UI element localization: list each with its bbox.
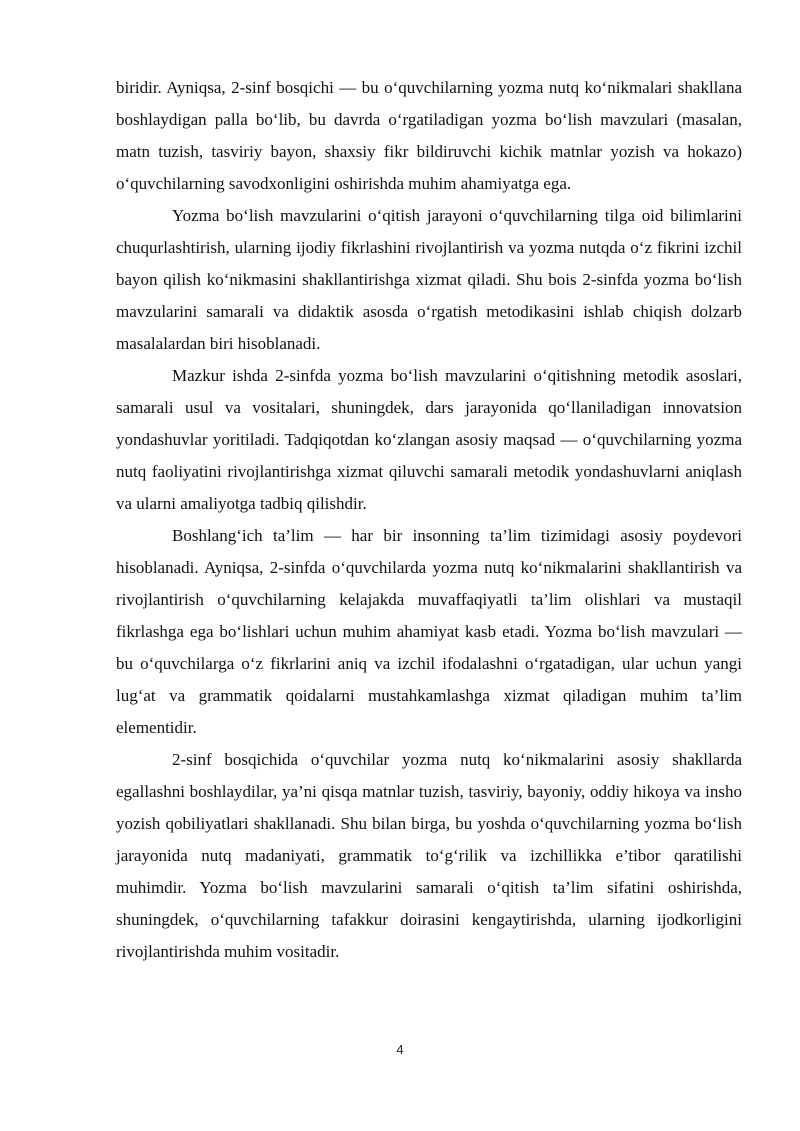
- paragraph-continuation: biridir. Ayniqsa, 2-sinf bosqichi — bu o‘quvchilarning yozma nutq ko‘nikmalari shakllana boshlaydigan palla bo‘lib, bu davrda o‘rgatiladigan yozma bo‘lish mavzulari (masalan, matn tuzish, tasviriy bayon, shaxsiy fikr bildiruvchi kichik matnlar yozish va hokazo) o‘quvchilarning savodxonligini oshirishda muhim ahamiyatga ega.: [116, 78, 742, 193]
- paragraph: Yozma bo‘lish mavzularini o‘qitish jarayoni o‘quvchilarning tilga oid bilimlarini chuqurlashtirish, ularning ijodiy fikrlashini rivojlantirish va yozma nutqda o‘z fikrini izchil bayon qilish ko‘nikmasini shakllantirishga xizmat qiladi. Shu bois 2-sinfda yozma bo‘lish mavzularini samarali va didaktik asosda o‘rgatish metodikasini ishlab chiqish dolzarb masalalardan biri hisoblanadi.: [116, 206, 742, 353]
- paragraph: 2-sinf bosqichida o‘quvchilar yozma nutq ko‘nikmalarini asosiy shakllarda egallashni boshlaydilar, ya’ni qisqa matnlar tuzish, tasviriy, bayoniy, oddiy hikoya va insho yozish qobiliyatlari shakllanadi. Shu bilan birga, bu yoshda o‘quvchilarning yozma bo‘lish jarayonida nutq madaniyati, grammatik to‘g‘rilik va izchillikka e’tibor qaratilishi muhimdir. Yozma bo‘lish mavzularini samarali o‘qitish ta’lim sifatini oshirishda, shuningdek, o‘quvchilarning tafakkur doirasini kengaytirishda, ularning ijodkorligini rivojlantirishda muhim vositadir.: [116, 750, 742, 961]
- page-number: 4: [396, 1042, 404, 1057]
- paragraph: Mazkur ishda 2-sinfda yozma bo‘lish mavzularini o‘qitishning metodik asoslari, samarali usul va vositalari, shuningdek, dars jarayonida qo‘llaniladigan innovatsion yondashuvlar yoritiladi. Tadqiqotdan ko‘zlangan asosiy maqsad — o‘quvchilarning yozma nutq faoliyatini rivojlantirishga xizmat qiluvchi samarali metodik yondashuvlarni aniqlash va ularni amaliyotga tadbiq qilishdir.: [116, 366, 742, 513]
- paragraph: Boshlang‘ich ta’lim — har bir insonning ta’lim tizimidagi asosiy poydevori hisoblanadi. Ayniqsa, 2-sinfda o‘quvchilarda yozma nutq ko‘nikmalarini shakllantirish va rivojlantirish o‘quvchilarning kelajakda muvaffaqiyatli ta’lim olishlari va mustaqil fikrlashga ega bo‘lishlari uchun muhim ahamiyat kasb etadi. Yozma bo‘lish mavzulari — bu o‘quvchilarga o‘z fikrlarini aniq va izchil ifodalashni o‘rgatadigan, ular uchun yangi lug‘at va grammatik qoidalarni mustahkamlashga xizmat qiladigan muhim ta’lim elementidir.: [116, 526, 742, 737]
- body-text: [116, 72, 742, 968]
